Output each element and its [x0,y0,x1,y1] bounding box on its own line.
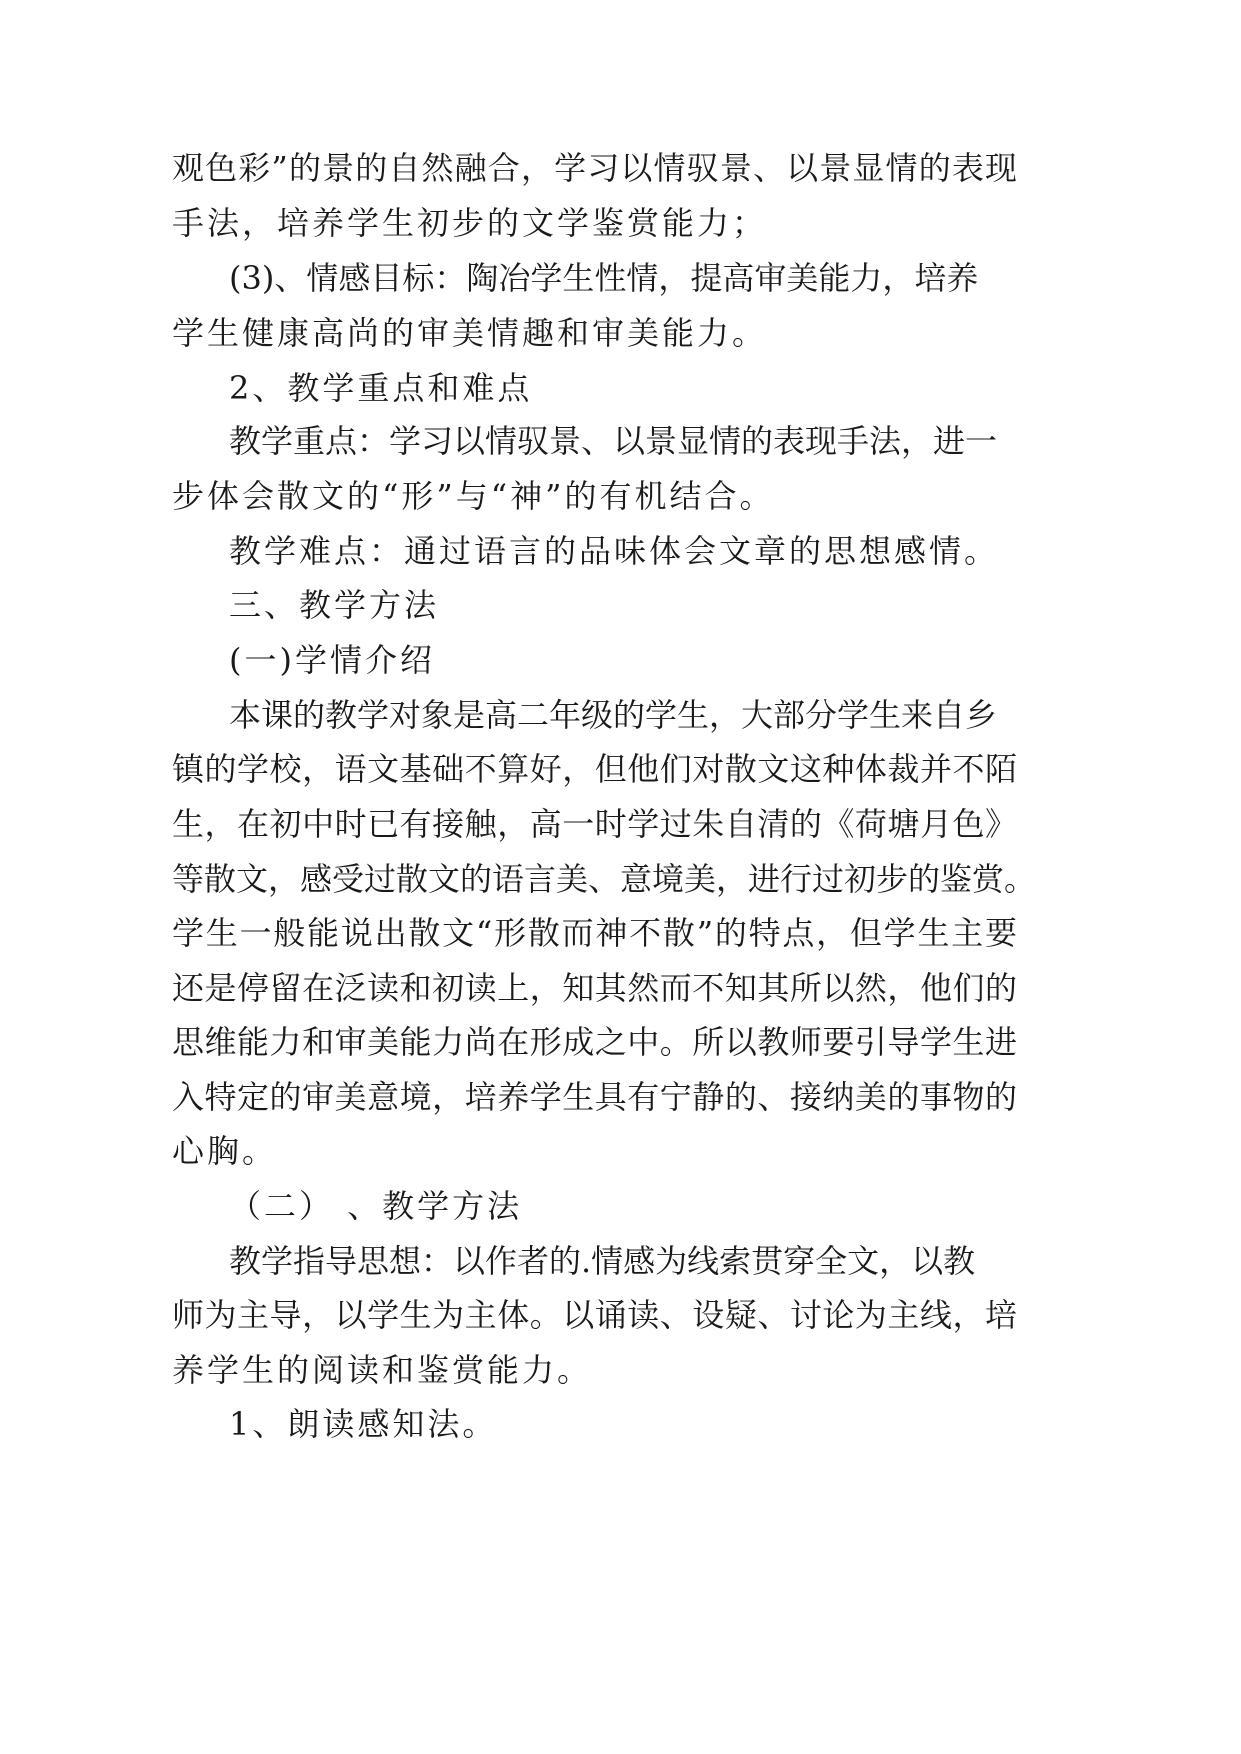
text-line: 心胸。 [172,1132,278,1170]
text-line: 生，在初中时已有接触，高一时学过朱自清的《荷塘月色》 [172,805,1017,843]
section-heading: 2、教学重点和难点 [229,369,533,407]
text-line: 手法，培养学生初步的文学鉴赏能力； [172,204,768,242]
text-line: 师为主导，以学生为主体。以诵读、设疑、讨论为主线，培 [172,1296,1017,1334]
section-heading: 1、朗读感知法。 [229,1405,498,1443]
text-line: (3)、情感目标：陶冶学生性情，提高审美能力，培养 [229,259,979,297]
text-line: 入特定的审美意境，培养学生具有宁静的、接纳美的事物的 [172,1078,1017,1116]
text-line: 还是停留在泛读和初读上，知其然而不知其所以然，他们的 [172,969,1017,1007]
text-line: 本课的教学对象是高二年级的学生，大部分学生来自乡 [229,696,998,734]
text-line: 步体会散文的“形”与“神”的有机结合。 [172,477,775,515]
text-line: 思维能力和审美能力尚在形成之中。所以教师要引导学生进 [172,1023,1017,1061]
text-line: 等散文，感受过散文的语言美、意境美，进行过初步的鉴赏。 [172,860,1037,898]
text-line: 教学难点：通过语言的品味体会文章的思想感情。 [229,532,1000,570]
text-line: 学生健康高尚的审美情趣和审美能力。 [172,314,768,352]
text-line: 教学指导思想：以作者的.情感为线索贯穿全文，以教 [229,1242,976,1280]
section-heading: (一)学情介绍 [229,641,435,679]
text-line: 教学重点：学习以情驭景、以景显情的表现手法，进一 [229,422,998,460]
text-line: 养学生的阅读和鉴赏能力。 [172,1351,593,1389]
section-heading: （二） 、教学方法 [229,1187,523,1225]
text-line: 观色彩”的景的自然融合，学习以情驭景、以景显情的表现 [172,149,1017,187]
text-line: 镇的学校，语文基础不算好，但他们对散文这种体裁并不陌 [172,750,1017,788]
section-heading: 三、教学方法 [229,586,440,624]
text-line: 学生一般能说出散文“形散而神不散”的特点，但学生主要 [172,914,1017,952]
